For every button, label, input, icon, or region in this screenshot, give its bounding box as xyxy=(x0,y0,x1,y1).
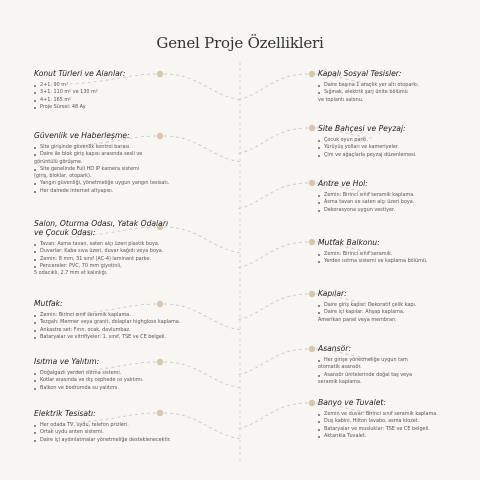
list-item: Asansör ünitelerinde doğal taş veya xyxy=(318,372,468,379)
list-item: Daire ile blok giriş kapısı arasında sesli ve xyxy=(34,151,209,158)
list-item: Daire içi aydınlatmalar yönetmeliğe desteklenecektir. xyxy=(34,437,209,444)
marker-dot xyxy=(309,291,315,297)
connector-line xyxy=(236,183,308,209)
list-item: Her dairede internet altyapısı. xyxy=(34,188,209,195)
connector-line xyxy=(236,128,308,154)
section-mutfak-balkonu xyxy=(318,238,468,266)
section-isitma xyxy=(34,357,209,392)
item-list xyxy=(318,137,468,159)
section-heading: Kapalı Sosyal Tesisler: xyxy=(318,69,402,78)
page-title: Genel Proje Özellikleri xyxy=(156,34,324,52)
marker-dot xyxy=(309,180,315,186)
list-item: Yangın güvenliği, yönetmeliğe uygun yangın tesisatı. xyxy=(34,180,209,187)
list-item: Zemin: 8 mm, 31 sınıf (AC-4) laminant parke. xyxy=(34,256,209,263)
section-heading: Kapılar: xyxy=(318,289,347,298)
list-item: Asma tavan ve saten alçı üzeri boya. xyxy=(318,199,468,206)
item-list xyxy=(34,312,209,341)
list-item: Zemin: Birinci sınıf seramik. xyxy=(318,251,468,258)
list-item: Daire başına 1 araçlık yer altı otoparkı. xyxy=(318,82,468,89)
list-item: Dekorasyona uygun vestiyer. xyxy=(318,207,468,214)
connector-line xyxy=(236,403,308,429)
list-item: görüntülü görüşme. xyxy=(34,158,83,165)
section-elektrik xyxy=(34,409,209,444)
section-salon-odalar xyxy=(34,219,209,277)
list-item: Çocuk oyun parkı. xyxy=(318,137,468,144)
list-item: 2+1: 90 m² xyxy=(34,82,209,89)
section-banyo-tuvalet xyxy=(318,398,468,440)
section-kapilar xyxy=(318,289,468,324)
list-item: (giriş, bloklar, otopark). xyxy=(34,173,92,180)
item-list xyxy=(34,241,209,277)
list-item: Kotlar arasında ve dış cephede ısı yalıtımı. xyxy=(34,377,209,384)
list-item: Bataryalar ve musluklar: TSE ve CE belgeli. xyxy=(318,426,468,433)
list-item: Site girişinde güvenlik kontrol barası. xyxy=(34,144,209,151)
list-item: 3+1: 110 m² ve 130 m² xyxy=(34,89,209,96)
list-item: Duvarlar: Kaba sıva üzeri, duvar kağıdı veya boya. xyxy=(34,248,209,255)
list-item: Her girişe yönetmeliğe uygun tam xyxy=(318,357,468,364)
section-konut-turleri xyxy=(34,69,209,111)
marker-dot xyxy=(309,71,315,77)
list-item: Yerden ısıtma sistemi ve kaplama bölümü. xyxy=(318,258,468,265)
item-list xyxy=(318,411,468,440)
item-list xyxy=(34,422,209,444)
section-heading: Asansör: xyxy=(318,344,351,353)
section-heading: Mutfak Balkonu: xyxy=(318,238,380,247)
item-list xyxy=(34,370,209,392)
section-heading: Banyo ve Tuvalet: xyxy=(318,398,386,407)
section-heading: Mutfak: xyxy=(34,299,63,308)
item-list xyxy=(318,192,468,214)
connector-line xyxy=(236,349,308,375)
list-item: Aktarıkla Tuvalet. xyxy=(318,433,468,440)
list-item: Doğalgazlı yerden ısıtma sistemi. xyxy=(34,370,209,377)
marker-dot xyxy=(309,125,315,131)
section-heading: Güvenlik ve Haberleşme: xyxy=(34,131,130,140)
section-guvenlik xyxy=(34,131,209,195)
list-item: Çim ve ağaçlarla peyzaj düzenlemesi. xyxy=(318,152,468,159)
section-heading: Salon, Oturma Odası, Yatak Odaları ve Çocuk Odası: xyxy=(34,219,169,237)
section-heading: Elektrik Tesisatı: xyxy=(34,409,96,418)
item-list xyxy=(318,251,468,266)
section-heading: Antre ve Hol: xyxy=(318,179,368,188)
marker-dot xyxy=(309,239,315,245)
list-item: Her odada TV, uydu, telefon prizleri. xyxy=(34,422,209,429)
connector-line xyxy=(236,294,308,320)
list-item: Daire giriş kapısı: Dekoratif çelik kapı. xyxy=(318,302,468,309)
item-list xyxy=(34,82,209,111)
list-item: Pencereler: PVC, 70 mm giyotinli, xyxy=(34,263,209,270)
section-kapali-sosyal xyxy=(318,69,468,104)
section-heading: Site Bahçesi ve Peyzaj: xyxy=(318,124,406,133)
list-item: Daire içi kapılar: Ahşap kaplama, xyxy=(318,309,468,316)
section-mutfak xyxy=(34,299,209,341)
list-item: Duş kabini, Hilton lavabo, asma klozet. xyxy=(318,418,468,425)
list-item: Tezgah: Mermer veya granit, dolaplar highgloss kaplama. xyxy=(34,319,209,326)
marker-dot xyxy=(309,400,315,406)
section-antre-hol xyxy=(318,179,468,214)
list-item: Yürüyüş yolları ve kameriyeler. xyxy=(318,144,468,151)
list-item: Balkon ve bodrumda su yalıtımı. xyxy=(34,385,209,392)
marker-dot xyxy=(309,346,315,352)
section-site-bahcesi xyxy=(318,124,468,159)
list-item: Amerikan panel veya membran. xyxy=(318,316,397,323)
list-item: Bataryalar ve vitrifiyeler: 1. sınıf, TSE ve CE belgeli. xyxy=(34,334,209,341)
list-item: Sığınak, elektrik şarj ünite bölümü xyxy=(318,89,468,96)
list-item: Zemin: Birinci sınıf seramik kaplama. xyxy=(318,192,468,199)
list-item: Tavan: Asma tavan, saten alçı üzeri plastik boya. xyxy=(34,241,209,248)
item-list xyxy=(34,144,209,195)
connector-line xyxy=(236,242,308,268)
item-list xyxy=(318,357,468,386)
list-item: Ortak uydu anten sistemi. xyxy=(34,429,209,436)
item-list xyxy=(318,82,468,104)
section-asansor xyxy=(318,344,468,386)
list-item: Site genelinde Full HD IP kamera sistemi xyxy=(34,166,209,173)
section-heading: Isıtma ve Yalıtım: xyxy=(34,357,100,366)
list-item: 4+1: 165 m² xyxy=(34,97,209,104)
list-item: 5 odacıklı, 2.7 mm et kalınlığı. xyxy=(34,270,108,277)
list-item: Zemin ve duvar: Birinci sınıf seramik kaplama. xyxy=(318,411,468,418)
item-list xyxy=(318,302,468,324)
list-item: Proje Süresi: 48 Ay xyxy=(34,104,209,111)
section-heading: Konut Türleri ve Alanlar: xyxy=(34,69,126,78)
list-item: Zemin: Birinci sınıf seramik kaplama. xyxy=(34,312,209,319)
connector-line xyxy=(236,74,308,100)
list-item: otomatik asansör. xyxy=(318,364,362,371)
list-item: Ankastre set: Fırın, ocak, davlumbaz. xyxy=(34,327,209,334)
list-item: seramik kaplama. xyxy=(318,378,362,385)
list-item: ve toplantı salonu. xyxy=(318,96,364,103)
